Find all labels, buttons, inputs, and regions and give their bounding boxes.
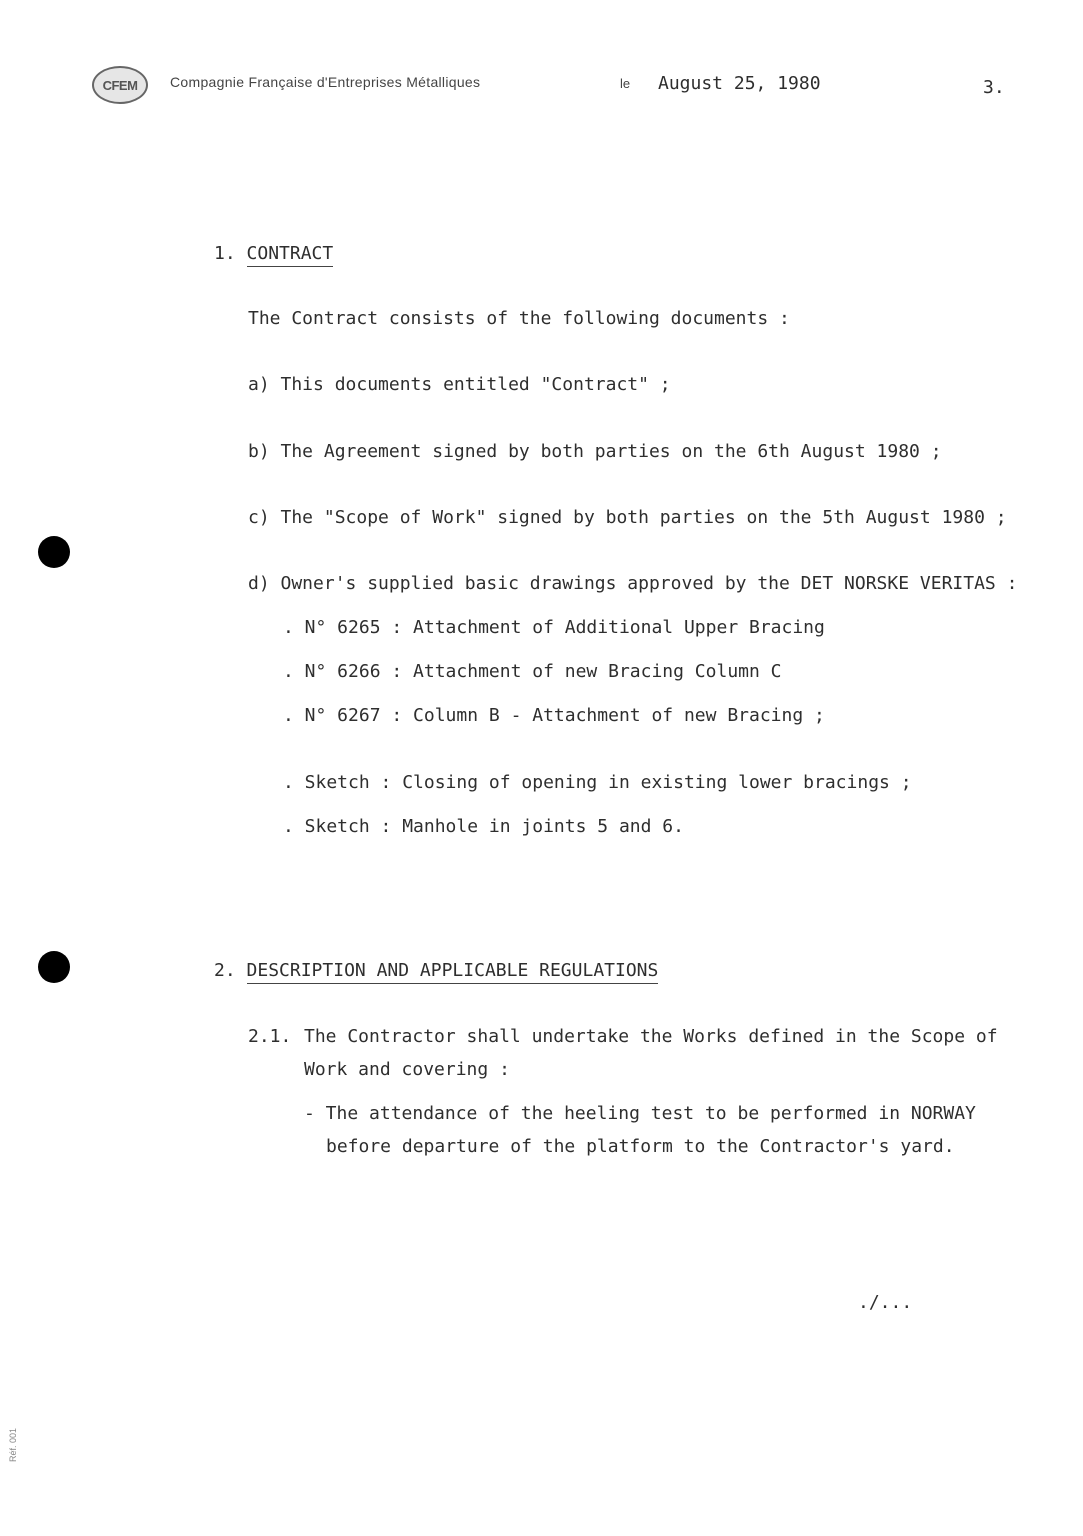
section-2-title: DESCRIPTION AND APPLICABLE REGULATIONS	[247, 960, 659, 984]
heeling-test-line-2: before departure of the platform to the Contractor's yard.	[326, 1136, 955, 1157]
punch-hole-upper	[38, 536, 70, 568]
contract-item-a: a) This documents entitled "Contract" ;	[248, 374, 671, 395]
section-1-number: 1.	[214, 243, 236, 264]
page-number: 3.	[983, 77, 1005, 98]
section-2-1-number: 2.1.	[248, 1026, 292, 1047]
section-1-title: CONTRACT	[247, 243, 334, 267]
drawing-6265: . N° 6265 : Attachment of Additional Upper Bracing	[283, 617, 825, 638]
company-logo: CFEM	[92, 66, 148, 104]
date-prefix: le	[620, 76, 631, 91]
section-2-1-line-1: The Contractor shall undertake the Works defined in the Scope of	[304, 1026, 998, 1047]
section-2-heading	[214, 960, 658, 981]
contract-item-b: b) The Agreement signed by both parties on the 6th August 1980 ;	[248, 441, 942, 462]
drawing-6266: . N° 6266 : Attachment of new Bracing Column C	[283, 661, 782, 682]
section-1-heading	[214, 243, 333, 264]
document-date: August 25, 1980	[658, 73, 821, 94]
section-2-1-line-2: Work and covering :	[304, 1059, 510, 1080]
company-name: Compagnie Française d'Entreprises Métalliques	[170, 74, 481, 90]
heeling-test-line-1: - The attendance of the heeling test to be performed in NORWAY	[304, 1103, 976, 1124]
drawing-6267: . N° 6267 : Column B - Attachment of new Bracing ;	[283, 705, 825, 726]
sketch-closing-opening: . Sketch : Closing of opening in existing lower bracings ;	[283, 772, 912, 793]
section-1-intro: The Contract consists of the following documents :	[248, 308, 790, 329]
contract-item-d: d) Owner's supplied basic drawings approved by the DET NORSKE VERITAS :	[248, 573, 1018, 594]
sketch-manhole: . Sketch : Manhole in joints 5 and 6.	[283, 816, 684, 837]
continuation-mark: ./...	[858, 1292, 913, 1313]
margin-reference: Réf. 001	[8, 1428, 18, 1463]
punch-hole-lower	[38, 951, 70, 983]
section-2-number: 2.	[214, 960, 236, 981]
contract-item-c: c) The "Scope of Work" signed by both parties on the 5th August 1980 ;	[248, 507, 1007, 528]
